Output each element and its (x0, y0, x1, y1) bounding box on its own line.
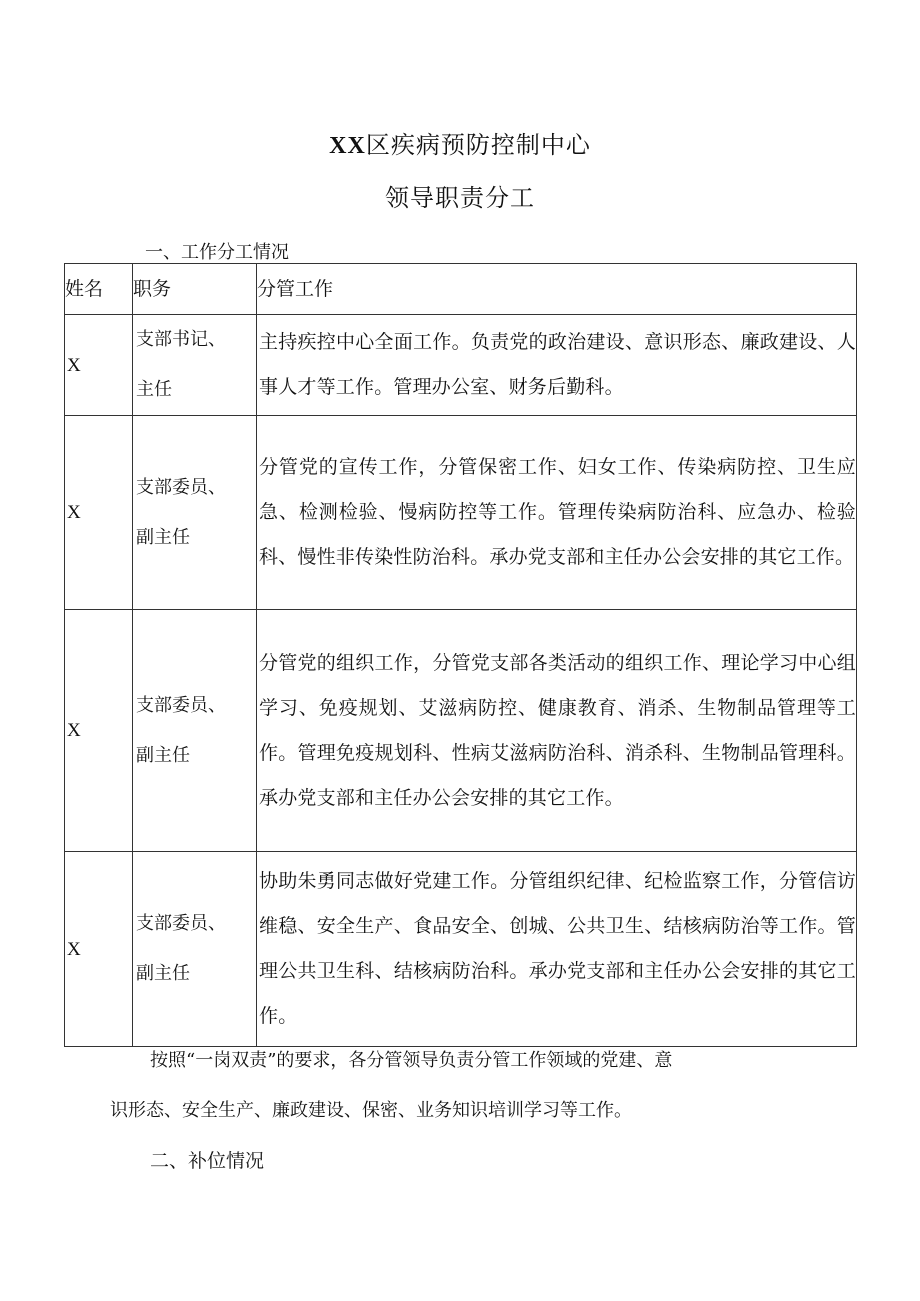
cell-work: 分管党的组织工作，分管党支部各类活动的组织工作、理论学习中心组学习、免疫规划、艾滋病防控、健康教育、消杀、生物制品管理等工作。管理免疫规划科、性病艾滋病防治科、消杀科、生物制品管理科。承办党支部和主任办公会安排的其它工作。 (257, 610, 857, 852)
cell-work: 分管党的宣传工作，分管保密工作、妇女工作、传染病防控、卫生应急、检测检验、慢病防控等工作。管理传染病防治科、应急办、检验科、慢性非传染性防治科。承办党支部和主任办公会安排的其它工作。 (257, 416, 857, 610)
post-line: 支部委员、 (136, 913, 226, 934)
section-heading-2: 二、补位情况 (150, 1150, 265, 1172)
paragraph-line-2: 识形态、安全生产、廉政建设、保密、业务知识培训学习等工作。 (110, 1100, 632, 1121)
table-row (65, 416, 857, 610)
table-row (65, 315, 857, 416)
paragraph-line-1: 按照“一岗双责”的要求，各分管领导负责分管工作领域的党建、意 (150, 1050, 673, 1071)
cell-post (133, 416, 257, 610)
post-line: 支部委员、 (136, 476, 226, 498)
cell-post (133, 852, 257, 1047)
cell-work: 协助朱勇同志做好党建工作。分管组织纪律、纪检监察工作，分管信访维稳、安全生产、食品安全、创城、公共卫生、结核病防治等工作。管理公共卫生科、结核病防治科。承办党支部和主任办公会安排的其它工作。 (257, 852, 857, 1047)
post-line: 支部委员、 (136, 694, 226, 716)
title-main: 区疾病预防控制中心 (365, 131, 591, 159)
header-name: 姓名 (65, 264, 133, 315)
document-subtitle: 领导职责分工 (385, 184, 535, 212)
cell-name: X (65, 416, 133, 610)
post-line: 副主任 (136, 744, 190, 766)
post-line: 副主任 (136, 526, 190, 548)
cell-work: 主持疾控中心全面工作。负责党的政治建设、意识形态、廉政建设、人事人才等工作。管理办公室、财务后勤科。 (257, 315, 857, 416)
header-work: 分管工作 (257, 264, 857, 315)
document-title (0, 125, 920, 160)
post-line: 主任 (136, 379, 172, 400)
cell-name: X (65, 610, 133, 852)
cell-post (133, 610, 257, 852)
table-header-row (65, 264, 857, 315)
header-post: 职务 (133, 264, 257, 315)
section-heading-1: 一、工作分工情况 (145, 242, 289, 263)
cell-name: X (65, 315, 133, 416)
table-row (65, 610, 857, 852)
cell-name: X (65, 852, 133, 1047)
post-line: 副主任 (136, 963, 190, 984)
title-prefix: XX (329, 133, 366, 159)
post-line: 支部书记、 (136, 329, 226, 350)
table-row (65, 852, 857, 1047)
duties-table (64, 263, 857, 1047)
cell-post (133, 315, 257, 416)
